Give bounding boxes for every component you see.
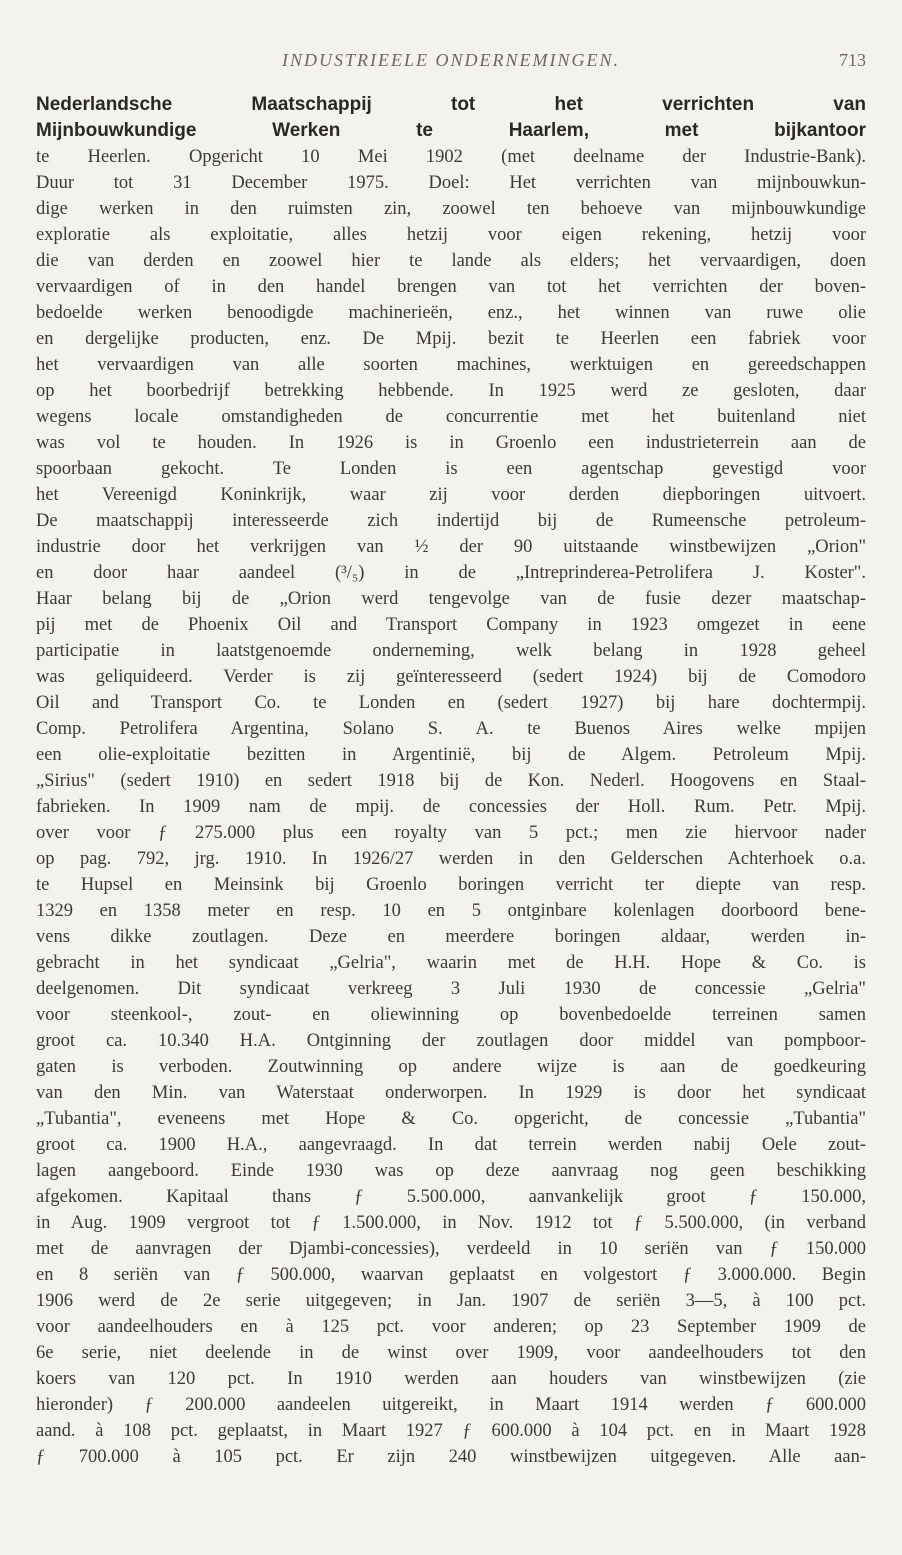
text-line: deelgenomen. Dit syndicaat verkreeg 3 Juli 1930 de concessie „Gelria": [36, 979, 866, 999]
text-line: afgekomen. Kapitaal thans ƒ 5.500.000, aanvankelijk groot ƒ 150.000,: [36, 1187, 866, 1207]
text-line: gaten is verboden. Zoutwinning op andere wijze is aan de goedkeuring: [36, 1057, 866, 1077]
text-line: ƒ 700.000 à 105 pct. Er zijn 240 winstbewijzen uitgegeven. Alle aan-: [36, 1447, 866, 1467]
text-line: vervaardigen of in den handel brengen van tot het verrichten der boven-: [36, 277, 866, 297]
text-line: industrie door het verkrijgen van ½ der 90 uitstaande winstbewijzen „Orion": [36, 537, 866, 557]
text-line: Comp. Petrolifera Argentina, Solano S. A. te Buenos Aires welke mpijen: [36, 719, 866, 739]
text-line: het Vereenigd Koninkrijk, waar zij voor derden diepboringen uitvoert.: [36, 485, 866, 505]
text-line: 1329 en 1358 meter en resp. 10 en 5 ontginbare kolenlagen doorboord bene-: [36, 901, 866, 921]
text-line: het vervaardigen van alle soorten machines, werktuigen en gereedschappen: [36, 355, 866, 375]
text-line: 6e serie, niet deelende in de winst over 1909, voor aandeelhouders tot den: [36, 1343, 866, 1363]
text-line: aand. à 108 pct. geplaatst, in Maart 1927 ƒ 600.000 à 104 pct. en in Maart 1928: [36, 1421, 866, 1441]
text-line: Oil and Transport Co. te Londen en (sedert 1927) bij hare dochtermpij.: [36, 693, 866, 713]
text-line: vens dikke zoutlagen. Deze en meerdere boringen aldaar, werden in-: [36, 927, 866, 947]
page-number: 713: [839, 50, 866, 70]
text-line: hieronder) ƒ 200.000 aandeelen uitgereikt, in Maart 1914 werden ƒ 600.000: [36, 1395, 866, 1415]
text-line: voor steenkool-, zout- en oliewinning op bovenbedoelde terreinen samen: [36, 1005, 866, 1025]
text-line: en door haar aandeel (³/₅) in de „Intreprinderea-Petrolifera J. Koster".: [36, 563, 866, 583]
text-line: en 8 seriën van ƒ 500.000, waarvan geplaatst en volgestort ƒ 3.000.000. Begin: [36, 1265, 866, 1285]
text-line: pij met de Phoenix Oil and Transport Company in 1923 omgezet in eene: [36, 615, 866, 635]
text-line: Duur tot 31 December 1975. Doel: Het verrichten van mijnbouwkun-: [36, 173, 866, 193]
text-line: „Tubantia", eveneens met Hope & Co. opgericht, de concessie „Tubantia": [36, 1109, 866, 1129]
text-line: Mijnbouwkundige Werken te Haarlem, met bijkantoor: [36, 120, 866, 141]
text-line: te Heerlen. Opgericht 10 Mei 1902 (met deelname der Industrie-Bank).: [36, 147, 866, 167]
text-line: exploratie als exploitatie, alles hetzij voor eigen rekening, hetzij voor: [36, 225, 866, 245]
text-line: voor aandeelhouders en à 125 pct. voor anderen; op 23 September 1909 de: [36, 1317, 866, 1337]
text-line: op het boorbedrijf betrekking hebbende. In 1925 werd ze gesloten, daar: [36, 381, 866, 401]
text-line: lagen aangeboord. Einde 1930 was op deze aanvraag nog geen beschikking: [36, 1161, 866, 1181]
text-line: koers van 120 pct. In 1910 werden aan houders van winstbewijzen (zie: [36, 1369, 866, 1389]
text-line: van den Min. van Waterstaat onderworpen. In 1929 is door het syndicaat: [36, 1083, 866, 1103]
text-line: fabrieken. In 1909 nam de mpij. de concessies der Holl. Rum. Petr. Mpij.: [36, 797, 866, 817]
text-line: „Sirius" (sedert 1910) en sedert 1918 bij de Kon. Nederl. Hoogovens en Staal-: [36, 771, 866, 791]
text-line: was geliquideerd. Verder is zij geïnteresseerd (sedert 1924) bij de Comodoro: [36, 667, 866, 687]
text-line: bedoelde werken benoodigde machinerieën, enz., het winnen van ruwe olie: [36, 303, 866, 323]
page-header: [36, 50, 866, 80]
running-title: INDUSTRIEELE ONDERNEMINGEN.: [282, 50, 620, 70]
text-line: en dergelijke producten, enz. De Mpij. bezit te Heerlen een fabriek voor: [36, 329, 866, 349]
text-line: participatie in laatstgenoemde onderneming, welk belang in 1928 geheel: [36, 641, 866, 661]
text-line: gebracht in het syndicaat „Gelria", waarin met de H.H. Hope & Co. is: [36, 953, 866, 973]
text-line: die van derden en zoowel hier te lande als elders; het vervaardigen, doen: [36, 251, 866, 271]
text-line: Nederlandsche Maatschappij tot het verrichten van: [36, 94, 866, 115]
text-line: groot ca. 10.340 H.A. Ontginning der zoutlagen door middel van pompboor-: [36, 1031, 866, 1051]
text-line: op pag. 792, jrg. 1910. In 1926/27 werden in den Gelderschen Achterhoek o.a.: [36, 849, 866, 869]
text-line: dige werken in den ruimsten zin, zoowel ten behoeve van mijnbouwkundige: [36, 199, 866, 219]
text-line: een olie-exploitatie bezitten in Argentinië, bij de Algem. Petroleum Mpij.: [36, 745, 866, 765]
text-line: in Aug. 1909 vergroot tot ƒ 1.500.000, in Nov. 1912 tot ƒ 5.500.000, (in verband: [36, 1213, 866, 1233]
text-line: met de aanvragen der Djambi-concessies), verdeeld in 10 seriën van ƒ 150.000: [36, 1239, 866, 1259]
text-line: te Hupsel en Meinsink bij Groenlo boringen verricht ter diepte van resp.: [36, 875, 866, 895]
text-line: wegens locale omstandigheden de concurrentie met het buitenland niet: [36, 407, 866, 427]
text-line: Haar belang bij de „Orion werd tengevolge van de fusie dezer maatschap-: [36, 589, 866, 609]
text-line: De maatschappij interesseerde zich indertijd bij de Rumeensche petroleum-: [36, 511, 866, 531]
text-line: spoorbaan gekocht. Te Londen is een agentschap gevestigd voor: [36, 459, 866, 479]
text-line: groot ca. 1900 H.A., aangevraagd. In dat terrein werden nabij Oele zout-: [36, 1135, 866, 1155]
text-line: over voor ƒ 275.000 plus een royalty van 5 pct.; men zie hiervoor nader: [36, 823, 866, 843]
body-text: [36, 92, 866, 1470]
text-line: was vol te houden. In 1926 is in Groenlo een industrieterrein aan de: [36, 433, 866, 453]
text-line: 1906 werd de 2e serie uitgegeven; in Jan. 1907 de seriën 3—5, à 100 pct.: [36, 1291, 866, 1311]
